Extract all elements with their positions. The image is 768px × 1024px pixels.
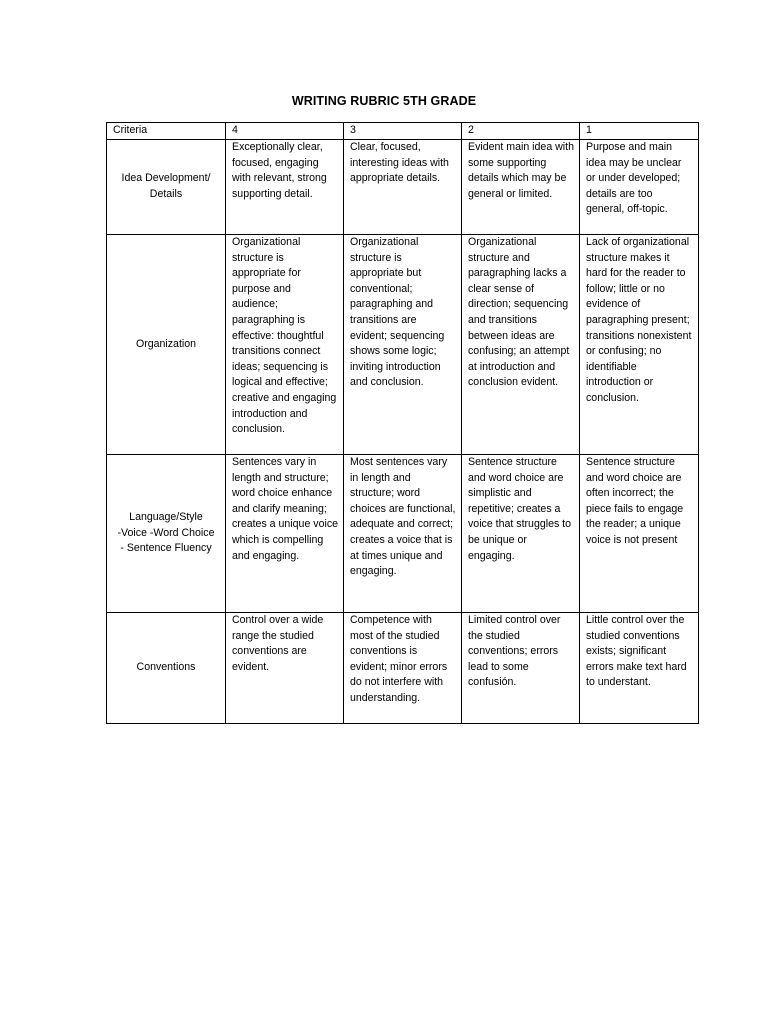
- criteria-line: -Voice -Word Choice: [117, 526, 215, 539]
- criteria-line: Language/Style: [129, 511, 203, 524]
- score-3-cell: Clear, focused, interesting ideas with appropriate details.: [344, 140, 462, 235]
- criteria-cell: [107, 613, 226, 724]
- score-2-cell: Organizational structure and paragraphing lacks a clear sense of direction; sequencing and transitions between ideas are confusing; an attempt at introduction and conclusion evident.: [462, 235, 580, 455]
- criteria-line: Details: [149, 188, 183, 200]
- rubric-table: [106, 122, 699, 724]
- table-row-organization: [107, 235, 699, 455]
- criteria-line: Organization: [135, 337, 197, 350]
- table-row-conventions: [107, 613, 699, 724]
- criteria-cell: [107, 455, 226, 613]
- criteria-line: Conventions: [136, 661, 196, 674]
- score-1-cell: Lack of organizational structure makes it hard for the reader to follow; little or no evidence of paragraphing present; transitions nonexistent or confusing; no identifiable introduction or conclusion.: [580, 235, 699, 455]
- score-3-cell: Most sentences vary in length and structure; word choices are functional, adequate and correct; creates a voice that is at times unique and engaging.: [344, 455, 462, 613]
- table-header-row: [107, 123, 699, 140]
- table-row-language-style: [107, 455, 699, 613]
- score-2-cell: Sentence structure and word choice are simplistic and repetitive; creates a voice that struggles to be unique or engaging.: [462, 455, 580, 613]
- score-3-cell: Organizational structure is appropriate but conventional; paragraphing and transitions are evident; sequencing shows some logic; inviting introduction and conclusion.: [344, 235, 462, 455]
- score-1-cell: Purpose and main idea may be unclear or under developed; details are too general, off-topic.: [580, 140, 699, 235]
- score-4-cell: Organizational structure is appropriate for purpose and audience; paragraphing is effective: thoughtful transitions connect ideas; sequencing is logical and effective; creative and engaging introduction and conclusion.: [226, 235, 344, 455]
- score-2-cell: Evident main idea with some supporting details which may be general or limited.: [462, 140, 580, 235]
- page-title: WRITING RUBRIC 5TH GRADE: [291, 94, 477, 108]
- header-score-1: 1: [580, 123, 699, 140]
- table-row-idea-development: [107, 140, 699, 235]
- score-4-cell: Exceptionally clear, focused, engaging with relevant, strong supporting detail.: [226, 140, 344, 235]
- criteria-cell: [107, 235, 226, 455]
- score-3-cell: Competence with most of the studied conventions is evident; minor errors do not interfere with understanding.: [344, 613, 462, 724]
- header-score-4: 4: [226, 123, 344, 140]
- header-score-3: 3: [344, 123, 462, 140]
- criteria-line: Idea Development/: [121, 172, 211, 185]
- header-criteria: Criteria: [107, 123, 226, 140]
- criteria-cell: [107, 140, 226, 235]
- score-1-cell: Sentence structure and word choice are often incorrect; the piece fails to engage the reader; a unique voice is not present: [580, 455, 699, 613]
- score-2-cell: Limited control over the studied conventions; errors lead to some confusión.: [462, 613, 580, 724]
- criteria-line: - Sentence Fluency: [120, 542, 212, 555]
- score-4-cell: Control over a wide range the studied conventions are evident.: [226, 613, 344, 724]
- header-score-2: 2: [462, 123, 580, 140]
- score-1-cell: Little control over the studied conventions exists; significant errors make text hard to understant.: [580, 613, 699, 724]
- score-4-cell: Sentences vary in length and structure; word choice enhance and clarify meaning; creates a unique voice which is compelling and engaging.: [226, 455, 344, 613]
